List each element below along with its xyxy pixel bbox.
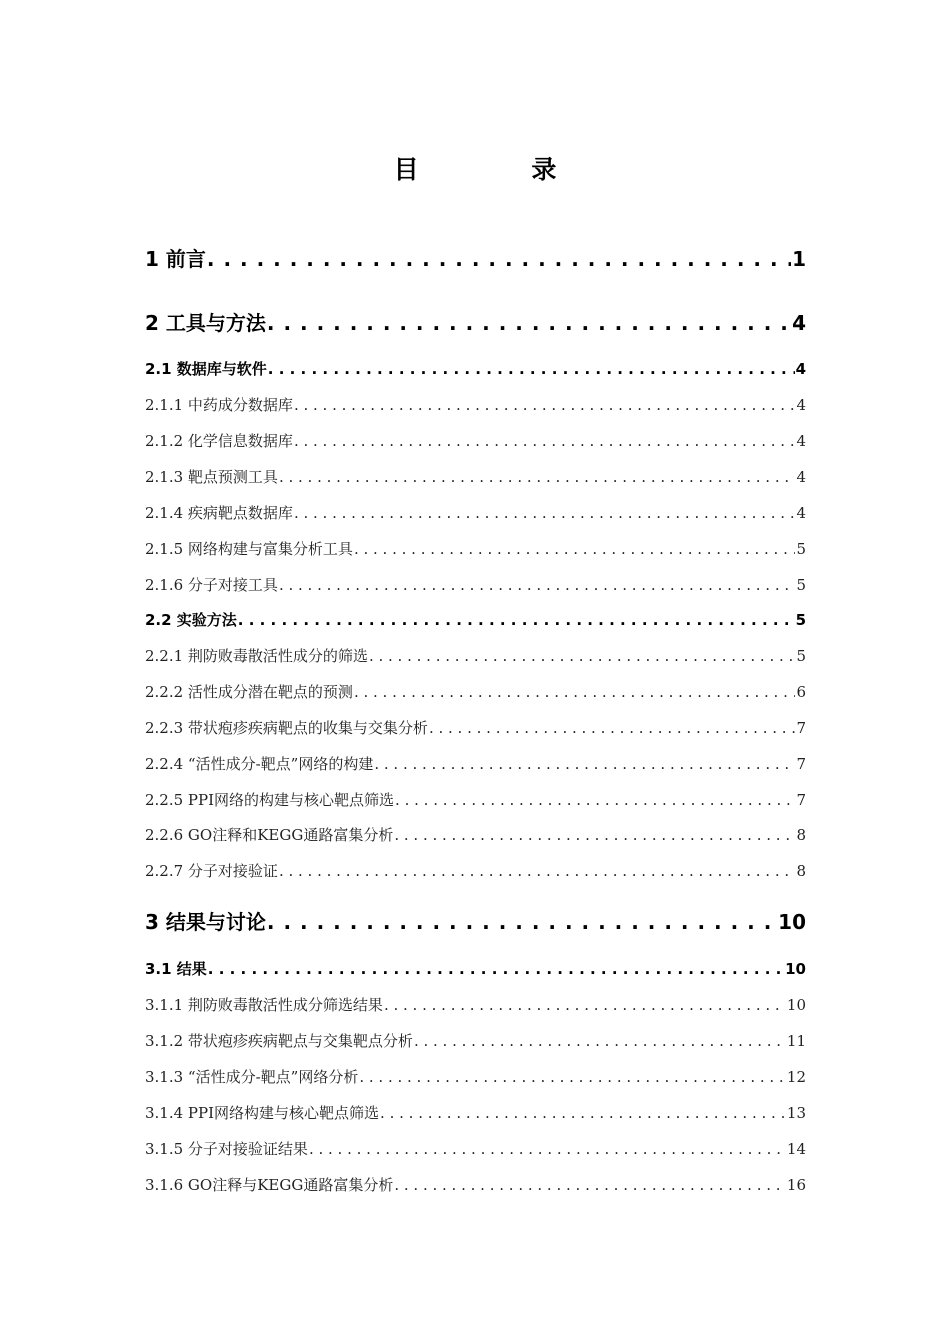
toc-entry[interactable] [145,860,806,881]
toc-entry-label: 3.1.2 带状疱疹疾病靶点与交集靶点分析 [145,1032,413,1050]
toc-entry-label: 2.1.2 化学信息数据库 [145,432,293,450]
toc-entry[interactable] [145,502,806,523]
toc-leader-dots [414,1032,786,1050]
toc-entry-label: 3 结果与讨论 [145,910,266,934]
toc-entry-label: 2.1.4 疾病靶点数据库 [145,504,293,522]
toc-entry-page: 5 [796,647,806,665]
toc-entry-page: 5 [795,611,806,629]
toc-entry[interactable] [145,789,806,810]
toc-leader-dots [395,791,795,809]
toc-entry[interactable] [145,394,806,415]
toc-leader-dots [384,996,786,1014]
toc-entry-label: 3.1.1 荆防败毒散活性成分筛选结果 [145,996,383,1014]
toc-leader-dots [207,247,791,271]
toc-entry[interactable] [145,1066,806,1087]
toc-entry[interactable] [145,609,806,630]
toc-leader-dots [268,360,795,378]
toc-entry[interactable] [145,753,806,774]
toc-entry[interactable] [145,1174,806,1195]
toc-leader-dots [279,862,796,880]
toc-entry-label: 2.1.1 中药成分数据库 [145,396,293,414]
toc-leader-dots [294,396,796,414]
toc-entry[interactable] [145,466,806,487]
toc-leader-dots [354,683,796,701]
toc-leader-dots [394,1176,786,1194]
toc-entry-label: 2.1 数据库与软件 [145,360,267,378]
toc-leader-dots [279,576,796,594]
toc-entry[interactable] [145,906,806,935]
toc-entry[interactable] [145,994,806,1015]
toc-entry-label: 3.1.4 PPI网络构建与核心靶点筛选 [145,1104,380,1122]
toc-entry-page: 4 [796,432,806,450]
toc-entry-page: 10 [785,960,806,978]
toc-entry-label: 2.1.3 靶点预测工具 [145,468,278,486]
toc-title: 目 录 [393,155,609,184]
toc-entry-page: 11 [786,1032,806,1050]
toc-entry-page: 10 [778,910,806,934]
toc-entry-page: 4 [796,468,806,486]
toc-entry[interactable] [145,574,806,595]
toc-entry-page: 14 [786,1140,806,1158]
toc-entry-label: 2.2.1 荆防败毒散活性成分的筛选 [145,647,368,665]
toc-entry-page: 4 [795,360,806,378]
toc-entry-page: 4 [792,311,806,335]
toc-entry[interactable] [145,1030,806,1051]
toc-entry-label: 1 前言 [145,247,206,271]
toc-entry-page: 7 [796,719,806,737]
toc-leader-dots [394,826,795,844]
toc-entry[interactable] [145,307,806,336]
toc-entry-label: 3.1.6 GO注释与KEGG通路富集分析 [145,1176,394,1194]
toc-leader-dots [267,910,777,934]
toc-entry-label: 2 工具与方法 [145,311,266,335]
toc-entry-label: 3.1.5 分子对接验证结果 [145,1140,308,1158]
toc-entry[interactable] [145,645,806,666]
toc-entry[interactable] [145,538,806,559]
toc-entry-label: 3.1.3 “活性成分-靶点”网络分析 [145,1068,359,1086]
toc-leader-dots [354,540,796,558]
toc-entry[interactable] [145,1138,806,1159]
toc-entry-label: 2.2.5 PPI网络的构建与核心靶点筛选 [145,791,395,809]
toc-entry[interactable] [145,958,806,979]
toc-entry[interactable] [145,717,806,738]
toc-leader-dots [294,432,796,450]
toc-entry-page: 1 [792,247,806,271]
toc-leader-dots [309,1140,786,1158]
toc-entry-label: 2.2 实验方法 [145,611,237,629]
toc-entry-page: 12 [786,1068,806,1086]
toc-leader-dots [369,647,796,665]
toc-entry-page: 4 [796,504,806,522]
toc-leader-dots [279,468,796,486]
toc-entry-label: 2.2.7 分子对接验证 [145,862,278,880]
toc-leader-dots [374,755,795,773]
toc-entry-page: 5 [796,540,806,558]
toc-entry-label: 2.1.5 网络构建与富集分析工具 [145,540,353,558]
toc-entry-page: 7 [796,791,806,809]
toc-leader-dots [294,504,796,522]
toc-entry[interactable] [145,430,806,451]
toc-entry-label: 2.2.3 带状疱疹疾病靶点的收集与交集分析 [145,719,428,737]
toc-entry[interactable] [145,358,806,379]
toc-entry[interactable] [145,681,806,702]
toc-entry-label: 2.2.2 活性成分潜在靶点的预测 [145,683,353,701]
toc-entry-page: 5 [796,576,806,594]
toc-entry-page: 16 [786,1176,806,1194]
toc-entry-page: 13 [786,1104,806,1122]
toc-entry-label: 2.2.4 “活性成分-靶点”网络的构建 [145,755,374,773]
toc-leader-dots [208,960,784,978]
toc-entry-page: 4 [796,396,806,414]
toc-entry[interactable] [145,824,806,845]
toc-leader-dots [238,611,795,629]
toc-leader-dots [267,311,791,335]
toc-entry-page: 8 [796,862,806,880]
toc-entry-label: 2.2.6 GO注释和KEGG通路富集分析 [145,826,394,844]
toc-entry-page: 6 [796,683,806,701]
toc-entry[interactable] [145,243,806,272]
toc-entry-page: 10 [786,996,806,1014]
toc-leader-dots [429,719,796,737]
toc-entry-page: 8 [796,826,806,844]
toc-entry-page: 7 [796,755,806,773]
toc-entry[interactable] [145,1102,806,1123]
toc-entry-label: 3.1 结果 [145,960,207,978]
toc-entry-label: 2.1.6 分子对接工具 [145,576,278,594]
toc-leader-dots [380,1104,786,1122]
toc-leader-dots [359,1068,786,1086]
